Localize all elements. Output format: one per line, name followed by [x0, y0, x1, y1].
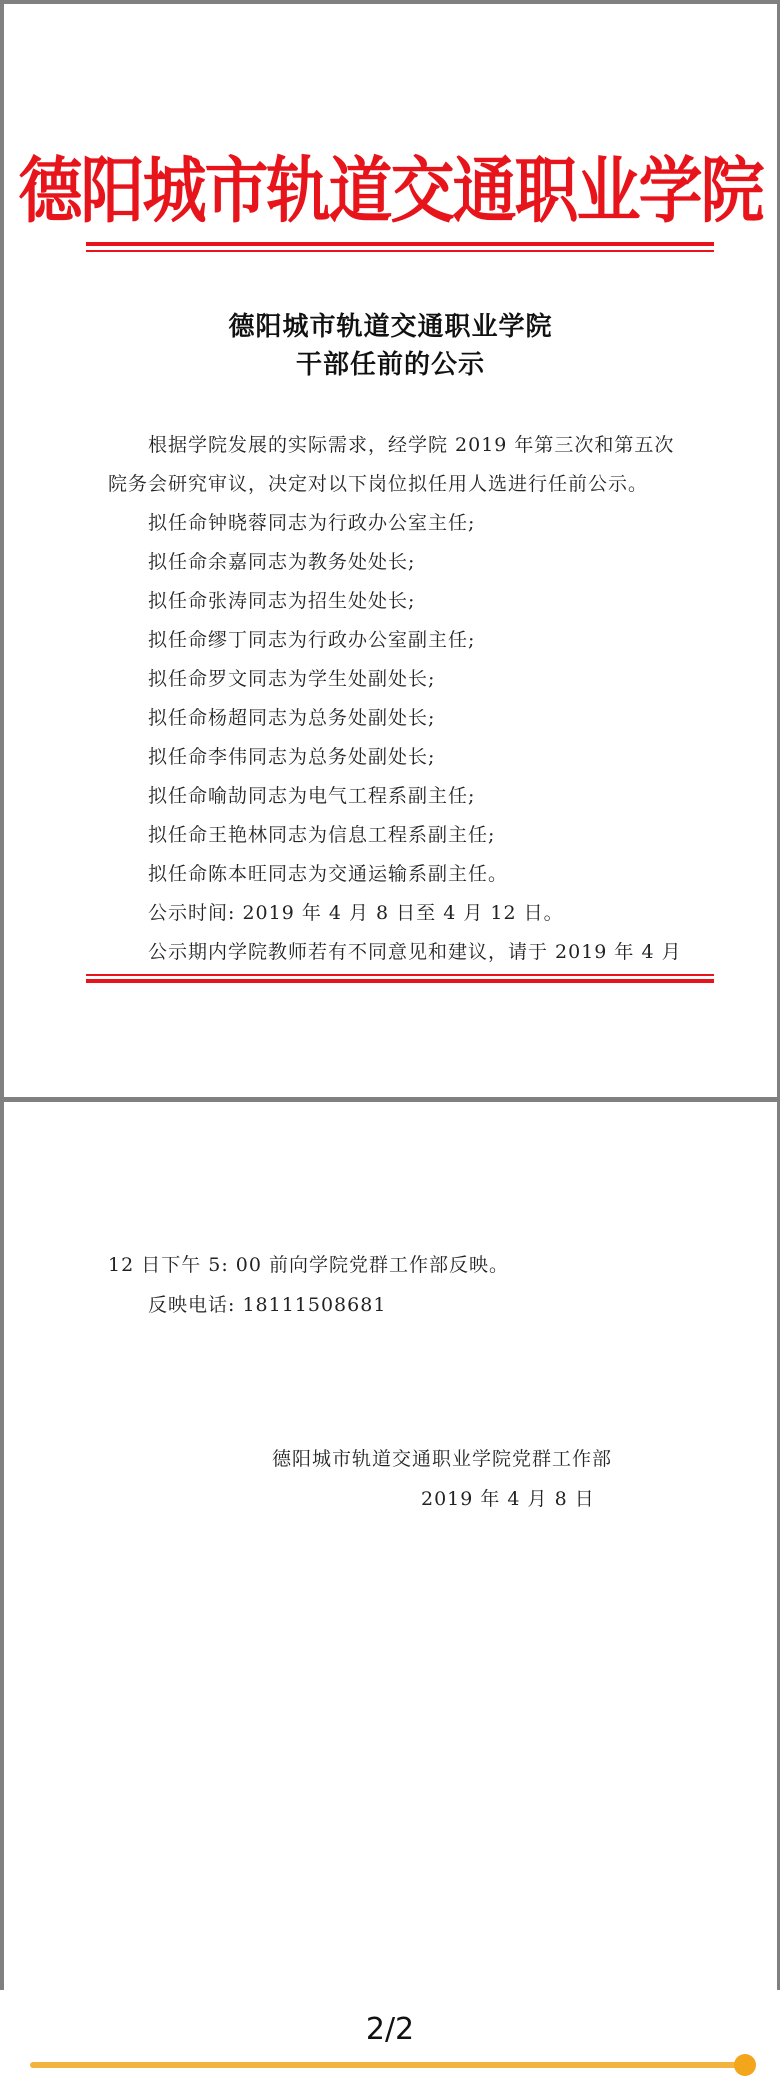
appointment-item: 拟任命李伟同志为总务处副处长; [148, 746, 436, 768]
document-page-2 [4, 1102, 777, 2002]
appointment-item: 拟任命王艳林同志为信息工程系副主任; [148, 824, 496, 846]
masthead-rule-thin [86, 250, 714, 252]
intro-line2: 院务会研究审议，决定对以下岗位拟任用人选进行任前公示。 [108, 473, 649, 495]
feedback-line2: 12 日下午 5: 00 前向学院党群工作部反映。 [108, 1254, 510, 1276]
masthead: 德阳城市轨道交通职业学院 [18, 149, 763, 234]
appointment-item: 拟任命杨超同志为总务处副处长; [148, 707, 436, 729]
page-indicator: 2/2 [365, 2012, 415, 2047]
appointment-item: 拟任命罗文同志为学生处副处长; [148, 668, 436, 690]
page-slider-track[interactable] [30, 2062, 750, 2068]
masthead-rule-thick [86, 242, 714, 246]
appointment-item: 拟任命缪丁同志为行政办公室副主任; [148, 629, 476, 651]
feedback-line1: 公示期内学院教师若有不同意见和建议，请于 2019 年 4 月 [148, 941, 682, 963]
signature-date: 2019 年 4 月 8 日 [421, 1488, 595, 1510]
appointment-item: 拟任命张涛同志为招生处处长; [148, 590, 416, 612]
appointment-item: 拟任命陈本旺同志为交通运输系副主任。 [148, 863, 509, 885]
intro-line1: 根据学院发展的实际需求，经学院 2019 年第三次和第五次 [148, 434, 675, 456]
notice-title-line1: 德阳城市轨道交通职业学院 [228, 312, 553, 342]
footer-rule-thin [86, 974, 714, 976]
appointment-item: 拟任命喻劼同志为电气工程系副主任; [148, 785, 476, 807]
signature-org: 德阳城市轨道交通职业学院党群工作部 [272, 1448, 613, 1470]
document-page-1 [4, 4, 777, 1097]
appointment-item: 拟任命钟晓蓉同志为行政办公室主任; [148, 512, 476, 534]
notice-title-line2: 干部任前的公示 [295, 350, 485, 380]
notice-period: 公示时间: 2019 年 4 月 8 日至 4 月 12 日。 [148, 902, 564, 924]
page-slider-thumb[interactable] [734, 2054, 756, 2076]
appointment-item: 拟任命余嘉同志为教务处处长; [148, 551, 416, 573]
phone-line: 反映电话: 18111508681 [148, 1294, 387, 1316]
footer-rule-thick [86, 979, 714, 983]
page-navigation-bar [0, 1990, 780, 2098]
